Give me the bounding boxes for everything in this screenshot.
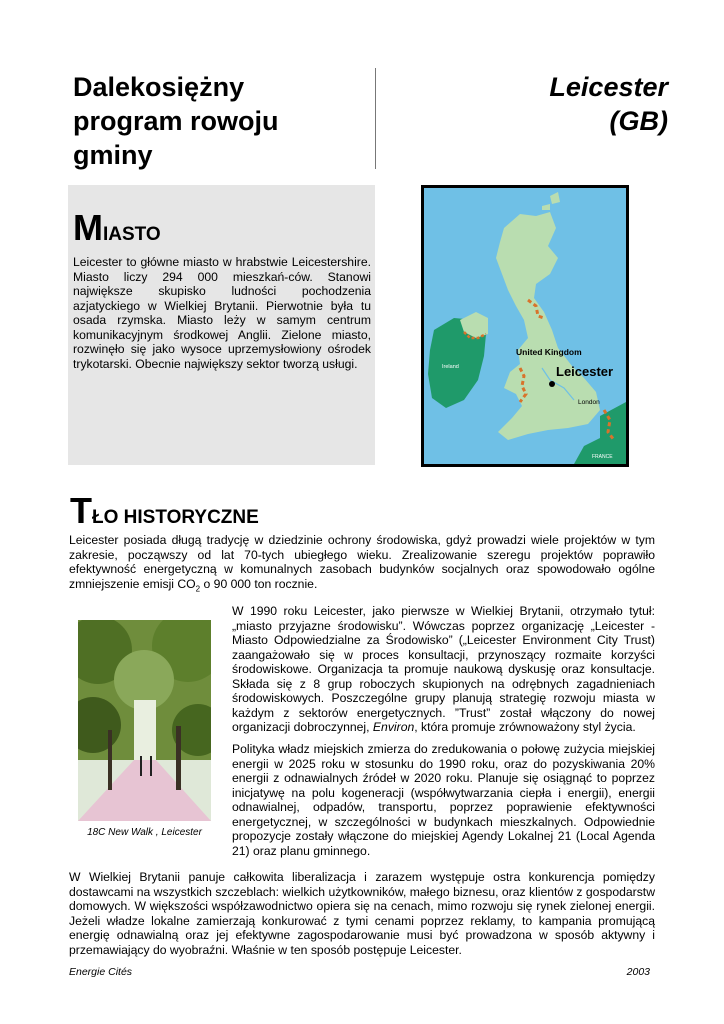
map-graphic [424,188,626,464]
history-heading [70,490,259,532]
heading-rest: IASTO [103,224,161,245]
environ-emphasis: Environ [372,720,415,734]
label-ireland: Ireland [442,364,459,370]
intro-text: Leicester posiada długą tradycję w dziedzinie ochrony środowiska, gdyż prowadzi wiele projektów w tym zakresie, począwszy od lat 70-tych ubiegłego wieku. Zrealizowanie szeregu projektów poprawiło efektywność energetyczną w komunalnych zasobach budynków socjalnych oraz spowodowało ogólne zmniejszenie emisji CO [69,533,655,591]
miasto-section [68,185,375,465]
label-united-kingdom: United Kingdom [516,347,582,357]
path-vista [134,700,156,760]
paragraph-text: W 1990 roku Leicester, jako pierwsze w Wielkiej Brytanii, otrzymało tytuł: „miasto przyjazne środowisku”. Wówczas poprzez organizację „Leicester - Miasto Odpowiedzialne za Środowisko” („Leicester Environment City Trust) zaangażowało się w proces konsultacji, przynoszący rozmaite korzyści środowiskowe. Organizacja ta promuje naukową dyskusję oraz konsultacje. Składa się z 8 grup roboczych skupionych na odrębnych zagadnieniach środowiskowych. Poszczególne grupy planują strategię rozwoju miasta w każdym z sektorów energetycznych. ”Trust” został włączony do nowej organizacji dobroczynnej, [232,604,655,734]
title-line: gminy [73,140,153,170]
label-leicester: Leicester [556,364,614,379]
label-france: FRANCE [592,454,613,460]
new-walk-photo [78,620,211,821]
label-london: London [578,399,600,406]
bollard [140,756,142,776]
heading-initial: T [70,490,92,531]
tree-trunk [176,726,181,790]
country-code: (GB) [609,106,668,136]
heading-rest: ŁO HISTORYCZNE [92,507,259,528]
photo-graphic [78,620,211,821]
history-intro [69,533,655,596]
heading-initial: M [73,207,103,248]
uk-map [421,185,629,467]
title-line: Dalekosiężny [73,72,245,102]
bollard [150,756,152,776]
miasto-text: Leicester to główne miasto w hrabstwie Leicestershire. Miasto liczy 294 000 mieszkań-ców. Stanowi największe skupisko ludności pochodzenia azjatyckiego w Wielkiej Brytanii. Pierwotnie była tu osada rzymska. Miasto leży w samym centrum komunikacyjnym środkowej Anglii. Zielone miasto, rozwinęło się jako wysoce uprzemysłowiony ośrodek trykotarski. Obecnie największy sektor tworzą usługi. [73,255,371,371]
history-paragraph-1 [232,604,655,735]
co2-subscript: 2 [195,583,201,593]
tree-trunk [108,730,112,790]
history-paragraph-2: Polityka władz miejskich zmierza do zredukowania o połowę zużycia miejskiej energii w 2025 roku w stosunku do 1990 roku, oraz do pozyskiwania 20% energii z odnawialnych źródeł w 2020 roku. Planuje się osiągnąć to poprzez inicjatywę na polu kogeneracji (współwytwarzania ciepła i energii), energii odnawialnej, odpadów, transportu, poprzez poprawienie efektywności energetycznej, w szczególności w budynkach mieszkalnych. Odpowiednie propozycje zostały włączone do miejskiej Agendy Lokalnej 21 (Local Agenda 21) oraz planu gminnego. [232,742,655,858]
intro-text-end: o 90 000 ton rocznie. [200,576,318,591]
miasto-heading [73,207,161,249]
footer-year: 2003 [626,966,650,978]
paragraph-text-end: , która promuje zrównoważony styl życia. [414,720,636,734]
title-line: program rowoju [73,106,279,136]
photo-caption: 18C New Walk , Leicester [87,827,202,838]
city-title [549,70,668,138]
history-paragraph-3: W Wielkiej Brytanii panuje całkowita liberalizacja i zarazem występuje ostra konkurencja pomiędzy dostawcami na wszystkich szczeblach: wielkich użytkowników, małego biznesu, oraz klientów z gospodarstw domowych. W większości współzawodnictwo opiera się na cenach, mimo rozwoju się rynek zielonej energii. Jeżeli władze lokalne zamierzają konkurować z tymi cenami poprzez reklamy, to kampania promującą energię odnawialną oraz jej efektywne zagospodarowanie musi być prowadzona w sposób aktywny i przemawiający do wyobraźni. Właśnie w ten sposób postępuje Leicester. [69,870,655,957]
page-title [73,70,279,172]
title-divider [375,68,376,169]
city-name: Leicester [549,72,668,102]
footer-publisher: Energie Cités [69,966,133,978]
leicester-marker [549,381,555,387]
